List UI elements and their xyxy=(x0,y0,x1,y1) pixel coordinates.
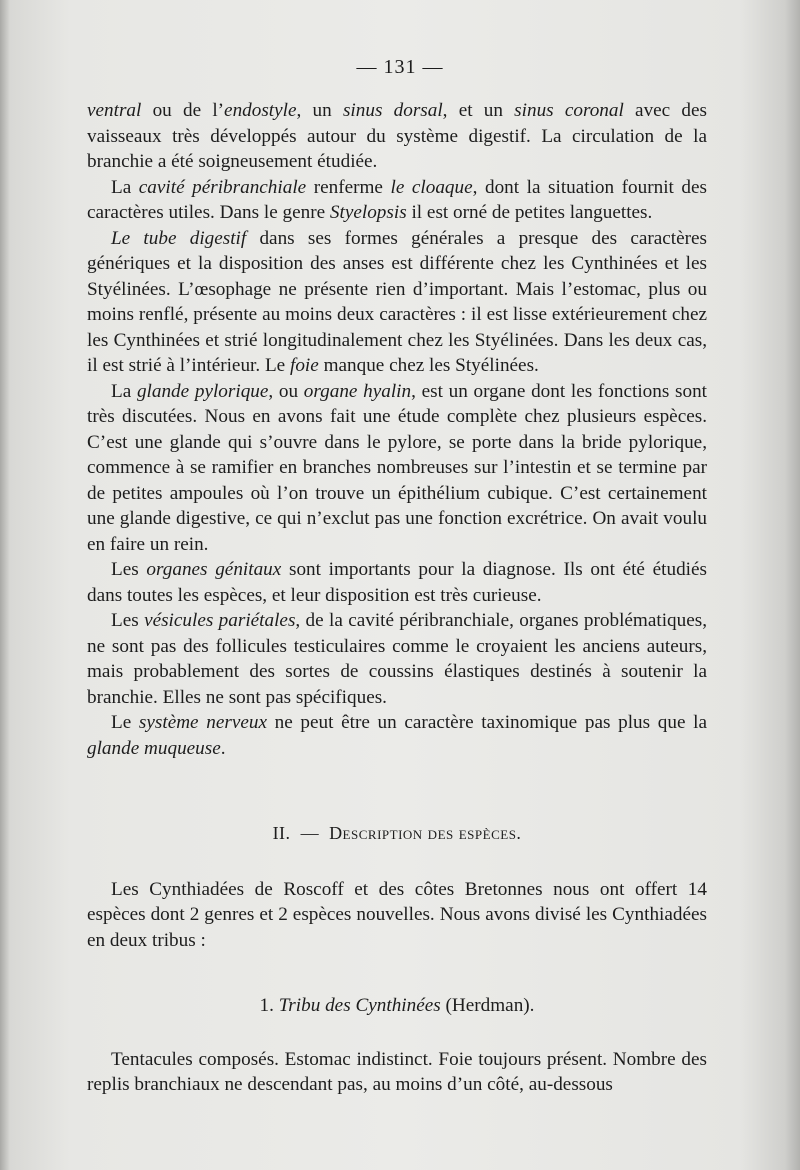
p2-run-5: Styelopsis xyxy=(329,202,407,223)
tribe-number: 1. xyxy=(259,995,274,1016)
p1-run-4: sinus dorsal xyxy=(342,100,443,121)
p8-run-0: Les Cynthiadées de Roscoff et des côtes Bretonnes nous ont offert 14 espèces dont 2 genres et 2 espèces nouvelles. Nous avons divisé les Cynthiadées en deux tribus : xyxy=(87,878,707,951)
p5-run-1: organes génitaux xyxy=(146,559,282,580)
p2-run-0: La xyxy=(111,176,139,198)
p6-run-0: Les xyxy=(111,610,145,631)
paragraph-cynthiadees-intro xyxy=(87,877,707,954)
paragraph-circulation xyxy=(87,98,707,175)
p4-run-1: glande pylorique xyxy=(136,380,269,402)
p6-run-1: vésicules pariétales xyxy=(144,610,296,631)
p1-run-3: , un xyxy=(296,100,343,121)
p7-run-0: Le xyxy=(111,712,139,733)
p1-run-5: , et un xyxy=(442,100,515,121)
p7-run-3: glande muqueuse xyxy=(87,737,221,759)
p4-run-4: , est un organe dont les fonctions sont très discutées. Nous en avons fait une étude complète chez plusieurs espèces. C’est une glande qui s’ouvre dans le pylore, se porte dans la bride pylorique, commence à se ramifier en branches nombreuses sur l’intestin et se termine par de petites ampoules où l’on trouve un épithélium cubique. C’est certainement une glande digestive, ce qui n’exclut pas une fonction excrétrice. On avait voulu en faire un rein. xyxy=(87,380,707,555)
paragraph-systeme-nerveux xyxy=(87,710,707,761)
p7-run-2: ne peut être un caractère taxinomique pas plus que la xyxy=(266,712,707,733)
p2-run-3: le cloaque xyxy=(390,176,473,198)
p5-run-2: sont importants pour la diagnose. Ils ont été étudiés dans toutes les espèces, et leur disposition est très curieuse. xyxy=(87,559,707,606)
p1-run-6: sinus coronal xyxy=(514,100,624,121)
p2-run-2: renferme xyxy=(306,176,391,198)
p7-run-1: système nerveux xyxy=(138,712,267,733)
page-body xyxy=(87,98,707,1098)
tribe-name: Tribu des Cynthinées xyxy=(278,995,441,1016)
p1-run-0: ventral xyxy=(87,100,142,121)
p1-run-1: ou de l’ xyxy=(141,100,225,121)
p3-run-1: dans ses formes générales a presque des caractères génériques et la disposition des anses est différente chez les Cynthinées et les Styélinées. L’œsophage ne présente rien d’important. Mais l’estomac, plus ou moins renflé, présente au moins deux caractères : il est lisse extérieurement chez les Cynthinées et strié longitudinalement chez les Styélinées. Dans les deux cas, il est strié à l’intérieur. Le xyxy=(87,227,707,376)
p2-run-1: cavité péribranchiale xyxy=(138,176,307,198)
p7-run-4: . xyxy=(220,737,226,759)
paragraph-tube-digestif xyxy=(87,226,707,379)
p6-run-2: , de la cavité péribranchiale, organes problématiques, ne sont pas des follicules testiculaires comme le croyaient les anciens auteurs, mais probablement des sortes de coussins élastiques destinés à soutenir la branchie. Elles ne sont pas spécifiques. xyxy=(87,610,707,708)
section-dash: — xyxy=(300,823,320,843)
tribe-heading xyxy=(87,993,707,1019)
p4-run-3: organe hyalin xyxy=(303,380,412,402)
tribe-author: (Herdman). xyxy=(445,995,535,1016)
p5-run-0: Les xyxy=(111,559,147,580)
paragraph-tentacules xyxy=(87,1047,707,1098)
p4-run-2: , ou xyxy=(268,380,304,402)
section-title: Description des espèces. xyxy=(329,823,522,843)
p3-run-2: foie xyxy=(290,355,319,376)
p2-run-4: , dont la situation fournit des caractères utiles. Dans le genre xyxy=(87,176,707,223)
paragraph-vesicules-parietales xyxy=(87,608,707,710)
p4-run-0: La xyxy=(111,380,137,402)
p9-run-0: Tentacules composés. Estomac indistinct. Foie toujours présent. Nombre des replis branchiaux ne descendant pas, au moins d’un côté, au-dessous xyxy=(87,1048,707,1095)
p3-run-3: manque chez les Styélinées. xyxy=(318,355,539,376)
paragraph-organes-genitaux xyxy=(87,557,707,608)
section-heading xyxy=(87,821,707,847)
page-number: — 131 — xyxy=(356,56,444,78)
p2-run-6: il est orné de petites languettes. xyxy=(406,202,653,223)
p1-run-2: endostyle xyxy=(224,100,297,121)
paragraph-cavite-peribranchiale xyxy=(87,175,707,226)
p1-run-7: avec des vaisseaux très développés autour du système digestif. La circulation de la branchie a été soigneusement étudiée. xyxy=(87,100,707,172)
paragraph-glande-pylorique xyxy=(87,379,707,558)
section-numeral: II. xyxy=(272,823,291,843)
p3-run-0: Le tube digestif xyxy=(111,227,247,249)
